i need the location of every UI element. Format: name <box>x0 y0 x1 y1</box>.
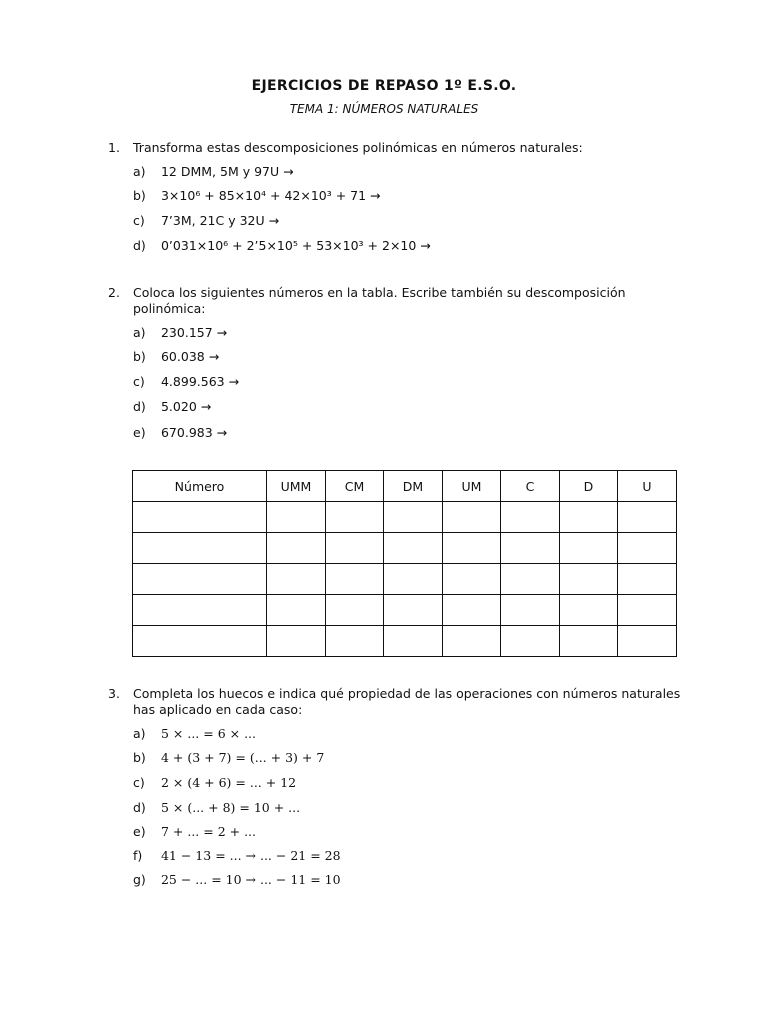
table-row <box>133 595 677 626</box>
table-cell[interactable] <box>560 502 618 533</box>
table-cell[interactable] <box>501 626 560 657</box>
column-header-cm: CM <box>326 471 384 502</box>
table-cell[interactable] <box>443 533 501 564</box>
table-cell[interactable] <box>384 595 443 626</box>
item-value: 41 − 13 = ... → ... − 21 = 28 <box>160 848 341 863</box>
exercise-item <box>133 775 296 790</box>
table-cell[interactable] <box>501 564 560 595</box>
question-text: Transforma estas descomposiciones polinómicas en números naturales: <box>133 140 583 155</box>
table-cell[interactable] <box>618 533 677 564</box>
item-value: 4.899.563 → <box>160 374 240 389</box>
exercise-item <box>133 848 341 863</box>
item-label: c) <box>133 374 145 389</box>
question-text: Completa los huecos e indica qué propiedad de las operaciones con números naturales has aplicado en cada caso: <box>133 686 681 717</box>
item-value: 3×10⁶ + 85×10⁴ + 42×10³ + 71 → <box>160 188 381 203</box>
table-row <box>133 626 677 657</box>
exercise-item <box>133 824 256 839</box>
item-label: b) <box>133 349 146 364</box>
table-cell[interactable] <box>618 595 677 626</box>
exercise-item <box>133 800 300 815</box>
column-header-c: C <box>501 471 560 502</box>
item-label: e) <box>133 425 146 440</box>
item-value: 0’031×10⁶ + 2’5×10⁵ + 53×10³ + 2×10 → <box>160 238 431 253</box>
table-cell[interactable] <box>618 502 677 533</box>
table-row <box>133 502 677 533</box>
table-cell[interactable] <box>326 626 384 657</box>
item-label: c) <box>133 775 145 790</box>
column-header-um: UM <box>443 471 501 502</box>
table-cell[interactable] <box>384 502 443 533</box>
exercise-item <box>133 872 341 887</box>
item-value: 5 × (... + 8) = 10 + ... <box>160 800 301 815</box>
table-cell[interactable] <box>443 595 501 626</box>
table-cell[interactable] <box>326 595 384 626</box>
item-value: 12 DMM, 5M y 97U → <box>160 164 294 179</box>
item-label: b) <box>133 188 146 203</box>
item-value: 5.020 → <box>160 399 212 414</box>
column-header-d: D <box>560 471 618 502</box>
table-cell[interactable] <box>133 533 267 564</box>
table-cell[interactable] <box>267 595 326 626</box>
item-value: 25 − ... = 10 → ... − 11 = 10 <box>160 872 341 887</box>
item-label: c) <box>133 213 145 228</box>
question-number: 1. <box>108 140 120 155</box>
exercise-item <box>133 425 227 440</box>
item-label: f) <box>133 848 143 863</box>
table-cell[interactable] <box>133 502 267 533</box>
column-header-numero: Número <box>133 471 267 502</box>
item-value: 2 × (4 + 6) = ... + 12 <box>160 775 297 790</box>
table-cell[interactable] <box>326 564 384 595</box>
item-value: 7 + ... = 2 + ... <box>160 824 256 839</box>
column-header-umm: UMM <box>267 471 326 502</box>
table-cell[interactable] <box>443 502 501 533</box>
table-header-row <box>133 471 677 502</box>
item-label: d) <box>133 800 146 815</box>
table-cell[interactable] <box>326 533 384 564</box>
exercise-item <box>133 399 211 414</box>
place-value-table <box>132 470 677 657</box>
exercise-item <box>133 213 279 228</box>
exercise-item <box>133 349 219 364</box>
item-label: a) <box>133 325 146 340</box>
exercise-item <box>133 325 227 340</box>
item-value: 4 + (3 + 7) = (... + 3) + 7 <box>160 750 325 765</box>
table-cell[interactable] <box>443 626 501 657</box>
table-cell[interactable] <box>501 595 560 626</box>
table-cell[interactable] <box>133 595 267 626</box>
column-header-dm: DM <box>384 471 443 502</box>
question-2 <box>108 285 698 317</box>
table-cell[interactable] <box>560 626 618 657</box>
table-cell[interactable] <box>501 502 560 533</box>
item-value: 7’3M, 21C y 32U → <box>160 213 280 228</box>
table-cell[interactable] <box>618 626 677 657</box>
item-label: d) <box>133 238 146 253</box>
exercise-item <box>133 188 381 203</box>
item-value: 670.983 → <box>160 425 228 440</box>
column-header-u: U <box>618 471 677 502</box>
table-row <box>133 564 677 595</box>
table-cell[interactable] <box>133 626 267 657</box>
item-value: 60.038 → <box>160 349 220 364</box>
question-text: Coloca los siguientes números en la tabla. Escribe también su descomposición polinómica: <box>133 285 626 316</box>
question-1 <box>108 140 698 156</box>
page-title: EJERCICIOS DE REPASO 1º E.S.O. <box>251 78 517 94</box>
page-subtitle: TEMA 1: NÚMEROS NATURALES <box>289 102 479 116</box>
item-label: a) <box>133 164 146 179</box>
table-cell[interactable] <box>384 533 443 564</box>
table-cell[interactable] <box>560 595 618 626</box>
item-value: 5 × ... = 6 × ... <box>160 726 256 741</box>
item-label: a) <box>133 726 146 741</box>
table-cell[interactable] <box>267 626 326 657</box>
item-label: d) <box>133 399 146 414</box>
exercise-item <box>133 164 294 179</box>
table-cell[interactable] <box>560 533 618 564</box>
question-number: 3. <box>108 686 120 701</box>
item-value: 230.157 → <box>160 325 228 340</box>
exercise-item <box>133 238 431 253</box>
item-label: g) <box>133 872 146 887</box>
table-cell[interactable] <box>618 564 677 595</box>
table-cell[interactable] <box>384 564 443 595</box>
question-3 <box>108 686 698 718</box>
table-cell[interactable] <box>267 533 326 564</box>
item-label: e) <box>133 824 146 839</box>
table-cell[interactable] <box>267 564 326 595</box>
table-cell[interactable] <box>384 626 443 657</box>
exercise-item <box>133 374 239 389</box>
table-cell[interactable] <box>443 564 501 595</box>
exercise-item <box>133 750 324 765</box>
item-label: b) <box>133 750 146 765</box>
table-row <box>133 533 677 564</box>
table-cell[interactable] <box>133 564 267 595</box>
table-cell[interactable] <box>560 564 618 595</box>
table-cell[interactable] <box>267 502 326 533</box>
table-cell[interactable] <box>326 502 384 533</box>
table-cell[interactable] <box>501 533 560 564</box>
exercise-item <box>133 726 256 741</box>
question-number: 2. <box>108 285 120 300</box>
